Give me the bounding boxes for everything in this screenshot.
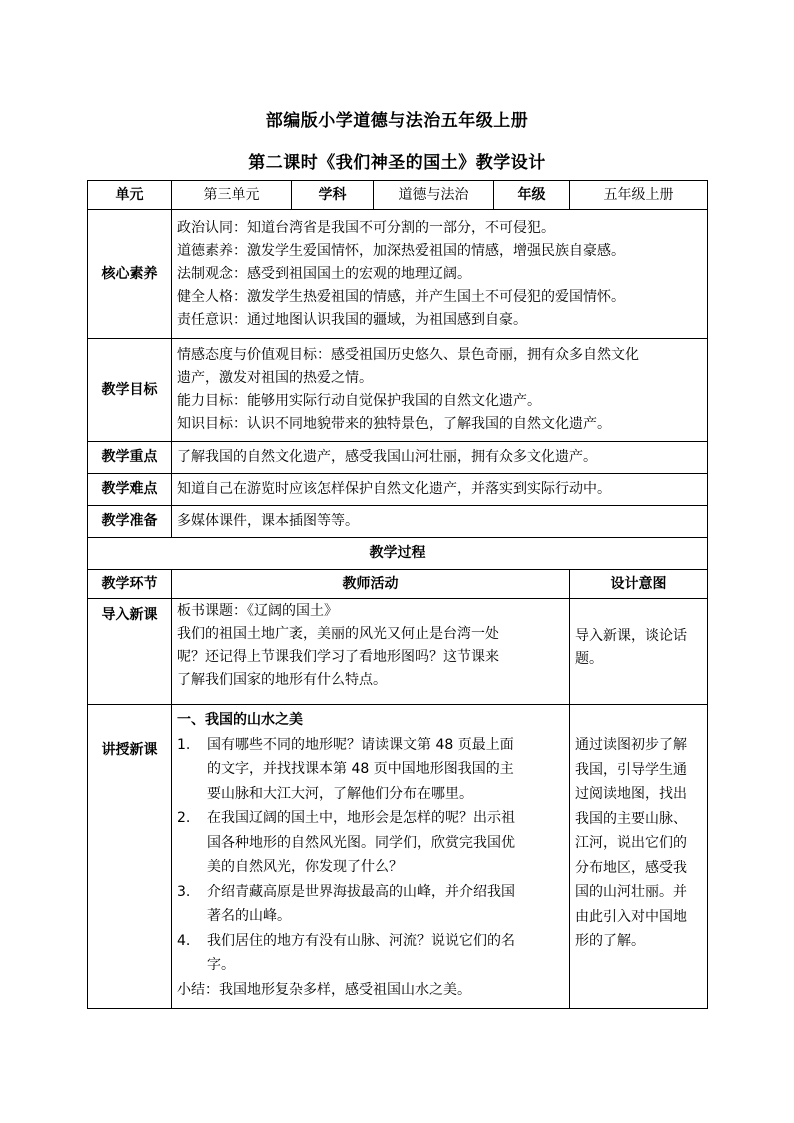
intro-intent-line: 题。 <box>575 651 603 667</box>
lecture-intent-line: 通过读图初步了解 <box>575 737 687 753</box>
lecture-intent-line: 我国，引导学生通 <box>575 761 687 778</box>
item-number: 2. <box>177 810 191 826</box>
lecture-intent <box>570 705 708 1009</box>
teaching-goals-row <box>88 339 708 442</box>
lecture-intent-line: 江河，说出它们的 <box>575 835 687 851</box>
lecture-intent-line: 形的了解。 <box>575 933 645 949</box>
key-points-row <box>88 442 708 474</box>
core-line: 政治认同：知道台湾省是我国不可分割的一部分，不可侵犯。 <box>177 219 555 236</box>
intro-activity <box>172 599 570 705</box>
document-title: 部编版小学道德与法治五年级上册 <box>265 111 529 131</box>
process-col-stage: 教学环节 <box>88 570 172 599</box>
item-line: 字。 <box>207 957 235 973</box>
core-line: 健全人格：激发学生热爱祖国的情感，并产生国土不可侵犯的爱国情怀。 <box>177 288 625 305</box>
key-points-content <box>172 442 708 474</box>
lecture-intent-line: 分布地区，感受我 <box>575 859 687 876</box>
unit-value: 第三单元 <box>172 181 292 210</box>
item-line: 美的自然风光，你发现了什么？ <box>207 859 403 875</box>
intro-intent <box>570 599 708 705</box>
difficulty-text: 知道自己在游览时应该怎样保护自然文化遗产，并落实到实际行动中。 <box>177 481 611 497</box>
item-line: 国各种地形的自然风光图。同学们，欣赏完我国优 <box>207 834 515 851</box>
item-line: 介绍青藏高原是世界海拔最高的山峰，并介绍我国 <box>207 883 515 900</box>
key-points-label: 教学重点 <box>88 442 172 474</box>
intro-line: 呢？还记得上节课我们学习了看地形图吗？这节课来 <box>177 649 499 665</box>
intro-line: 板书课题：《辽阔的国土》 <box>177 603 338 619</box>
goal-line: 情感态度与价值观目标：感受祖国历史悠久、景色奇丽，拥有众多自然文化 <box>177 347 639 363</box>
lecture-label: 讲授新课 <box>88 705 172 1009</box>
lecture-summary: 小结：我国地形复杂多样，感受祖国山水之美。 <box>177 981 471 998</box>
lecture-row <box>88 705 708 1009</box>
core-literacy-row <box>88 210 708 339</box>
lecture-item <box>177 733 564 807</box>
core-literacy-content <box>172 210 708 339</box>
lecture-item <box>177 929 564 978</box>
core-line: 责任意识：通过地图认识我国的疆域，为祖国感到自豪。 <box>177 311 527 328</box>
preparation-label: 教学准备 <box>88 506 172 538</box>
unit-label: 单元 <box>88 181 172 210</box>
process-columns-row <box>88 570 708 599</box>
goal-line: 能力目标：能够用实际行动自觉保护我国的自然文化遗产。 <box>177 393 541 409</box>
process-col-teacher: 教师活动 <box>172 570 570 599</box>
core-line: 法制观念：感受到祖国国土的宏观的地理辽阔。 <box>177 265 471 282</box>
intro-line: 我们的祖国土地广袤，美丽的风光又何止是台湾一处 <box>177 626 499 642</box>
lecture-item <box>177 806 564 880</box>
item-line: 要山脉和大江大河，了解他们分布在哪里。 <box>207 785 473 802</box>
core-line: 道德素养：激发学生爱国情怀，加深热爱祖国的情感，增强民族自豪感。 <box>177 242 625 259</box>
teaching-goals-label: 教学目标 <box>88 339 172 442</box>
item-line: 国有哪些不同的地形呢？请读课文第 48 页最上面 <box>207 736 514 753</box>
intro-line: 了解我们国家的地形有什么特点。 <box>177 672 387 688</box>
lecture-intent-line: 过阅读地图，找出 <box>575 786 687 802</box>
lecture-items <box>177 733 564 978</box>
subject-label: 学科 <box>292 181 374 210</box>
core-literacy-label: 核心素养 <box>88 210 172 339</box>
lecture-heading: 一、我国的山水之美 <box>177 712 303 728</box>
lecture-item <box>177 880 564 929</box>
intro-intent-line: 导入新课，谈论话 <box>575 628 687 644</box>
info-row <box>88 181 708 210</box>
difficulty-label: 教学难点 <box>88 474 172 506</box>
difficulty-row <box>88 474 708 506</box>
grade-value: 五年级上册 <box>570 181 708 210</box>
item-line: 在我国辽阔的国土中，地形会是怎样的呢？出示祖 <box>207 810 515 826</box>
grade-label: 年级 <box>494 181 570 210</box>
lecture-intent-line: 国的山河壮丽。并 <box>575 884 687 900</box>
lecture-intent-line: 我国的主要山脉、 <box>575 810 687 827</box>
item-line: 著名的山峰。 <box>207 908 291 924</box>
preparation-text: 多媒体课件，课本插图等等。 <box>177 513 359 529</box>
difficulty-content <box>172 474 708 506</box>
subject-value: 道德与法治 <box>374 181 494 210</box>
process-header: 教学过程 <box>88 538 708 570</box>
lecture-activity <box>172 705 570 1009</box>
lesson-plan-table <box>87 180 708 1009</box>
item-line: 的文字，并找找课本第 48 页中国地形图我国的主 <box>207 761 514 777</box>
preparation-content <box>172 506 708 538</box>
process-header-row <box>88 538 708 570</box>
intro-label: 导入新课 <box>88 599 172 705</box>
preparation-row <box>88 506 708 538</box>
item-number: 4. <box>177 932 191 949</box>
goal-line: 遗产，激发对祖国的热爱之情。 <box>177 370 373 386</box>
intro-row <box>88 599 708 705</box>
item-number: 3. <box>177 883 191 900</box>
key-points-text: 了解我国的自然文化遗产，感受我国山河壮丽，拥有众多文化遗产。 <box>177 449 597 465</box>
process-col-intent: 设计意图 <box>570 570 708 599</box>
item-line: 我们居住的地方有没有山脉、河流？说说它们的名 <box>207 932 515 949</box>
lesson-title: 第二课时《我们神圣的国土》教学设计 <box>248 153 546 173</box>
teaching-goals-content <box>172 339 708 442</box>
goal-line: 知识目标：认识不同地貌带来的独特景色，了解我国的自然文化遗产。 <box>177 416 611 432</box>
lecture-intent-line: 由此引入对中国地 <box>575 908 687 925</box>
item-number: 1. <box>177 736 191 753</box>
